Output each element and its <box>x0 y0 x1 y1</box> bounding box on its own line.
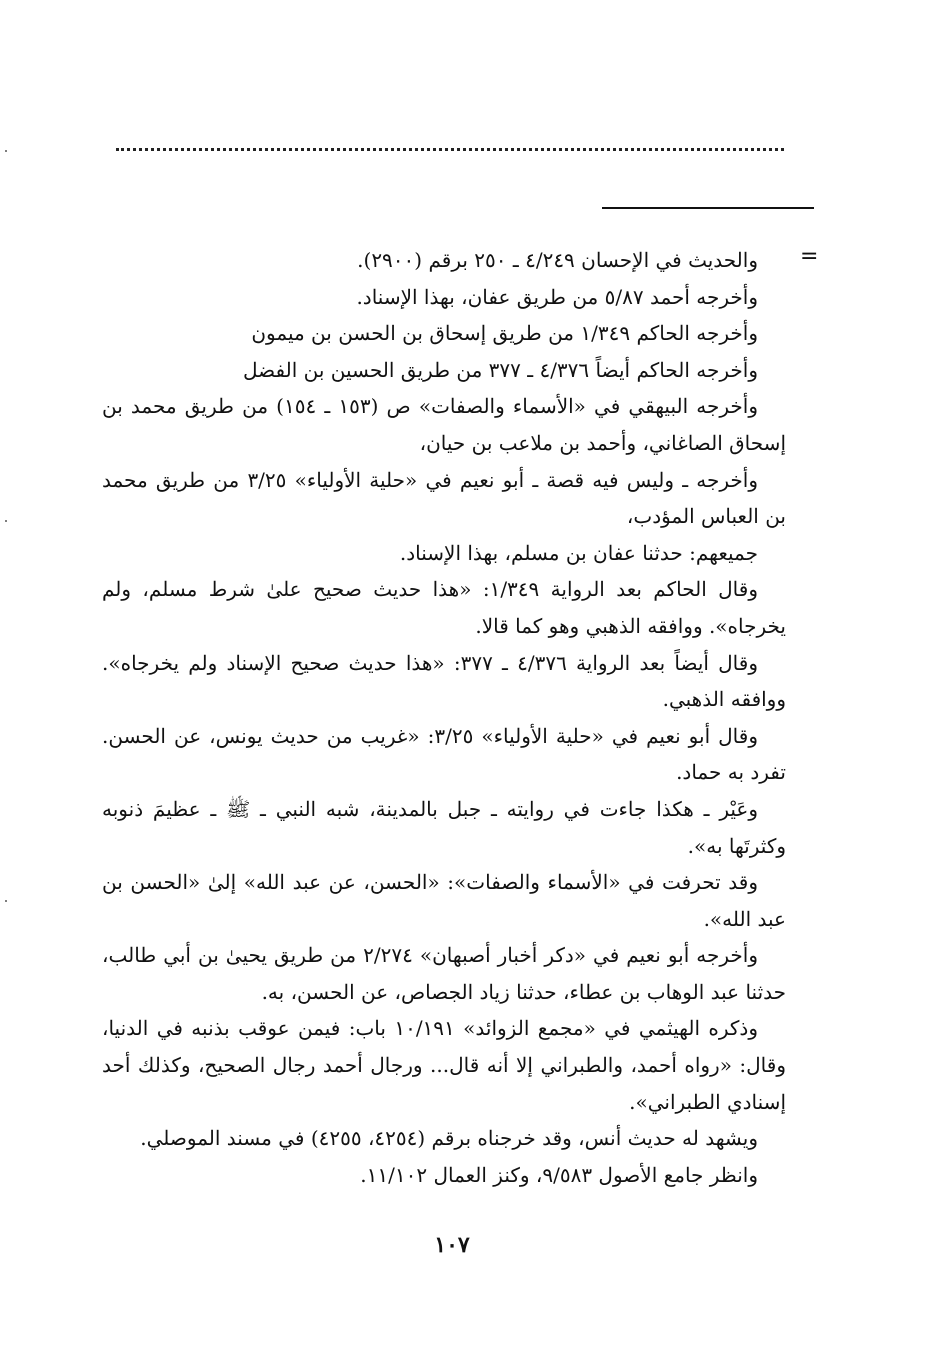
footnote-line: وأخرجه البيهقي في «الأسماء والصفات» ص (١٥٣ ـ ١٥٤) من طريق محمد بن إسحاق الصاغاني، وأحمد بن ملاعب بن حيان، <box>102 394 786 455</box>
footnote-line: وأخرجه الحاكم أيضاً ٤/٣٧٦ ـ ٣٧٧ من طريق الحسين بن الفضل <box>243 357 758 382</box>
footnote-line: وعَيْر ـ هكذا جاءت في روايته ـ جبل بالمدينة، شبه النبي ـ ﷺ ـ عظيمَ ذنوبه وكثرتَها به». <box>102 796 786 858</box>
footnote-line: وقال أيضاً بعد الرواية ٤/٣٧٦ ـ ٣٧٧: «هذا حديث صحيح الإسناد ولم يخرجاه». ووافقه الذهبي. <box>102 650 786 712</box>
footnote-line: وأخرجه الحاكم ١/٣٤٩ من طريق إسحاق بن الحسن بن ميمون <box>251 321 758 346</box>
footnote-line: وقد تحرفت في «الأسماء والصفات»: «الحسن، عن عبد الله» إلىٰ «الحسن بن عبد الله». <box>102 870 786 931</box>
footnote-line: وقال أبو نعيم في «حلية الأولياء» ٣/٢٥: «غريب من حديث يونس، عن الحسن. تفرد به حماد. <box>102 723 786 785</box>
footnote-line: وأخرجه أبو نعيم في «دكر أخبار أصبهان» ٢/٢٧٤ من طريق يحيىٰ بن أبي طالب، حدثنا عبد الوهاب بن عطاء، حدثنا زياد الجصاص، عن الحسن، به. <box>102 943 786 1004</box>
scan-edge-mark <box>5 150 7 152</box>
scan-edge-mark <box>5 900 7 902</box>
footnote-line: وذكره الهيثمي في «مجمع الزوائد» ١٠/١٩١ باب: فيمن عوقب بذنبه في الدنيا، وقال: «رواه أحمد، والطبراني إلا أنه قال... ورجال أحمد رجال الصحيح، وكذلك أحد إسنادي الطبراني». <box>102 1016 786 1114</box>
footnote-separator-rule <box>602 207 814 209</box>
header-dotted-rule <box>116 148 784 151</box>
footnote-line: ويشهد له حديث أنس، وقد خرجناه برقم (٤٢٥٤، ٤٢٥٥) في مسند الموصلي. <box>140 1126 758 1151</box>
footnote-line: وانظر جامع الأصول ٩/٥٨٣، وكنز العمال ١١/١٠٢. <box>360 1162 758 1187</box>
continuation-mark: = <box>800 244 819 269</box>
footnote-line: جميعهم: حدثنا عفان بن مسلم، بهذا الإسناد. <box>399 540 758 565</box>
footnote-line: والحديث في الإحسان ٤/٢٤٩ ـ ٢٥٠ برقم (٢٩٠٠). <box>357 248 758 272</box>
footnote-line: وقال الحاكم بعد الرواية ١/٣٤٩: «هذا حديث صحيح علىٰ شرط مسلم، ولم يخرجاه». ووافقه الذهبي وهو كما قالا. <box>102 577 786 638</box>
page-number: ١٠٧ <box>434 1232 470 1258</box>
footnotes-block <box>102 242 786 1193</box>
footnote-line: وأخرجه ـ وليس فيه قصة ـ أبو نعيم في «حلية الأولياء» ٣/٢٥ من طريق محمد بن العباس المؤدب، <box>102 467 786 529</box>
scan-edge-mark <box>5 520 7 522</box>
footnote-line: وأخرجه أحمد ٥/٨٧ من طريق عفان، بهذا الإسناد. <box>356 284 758 309</box>
